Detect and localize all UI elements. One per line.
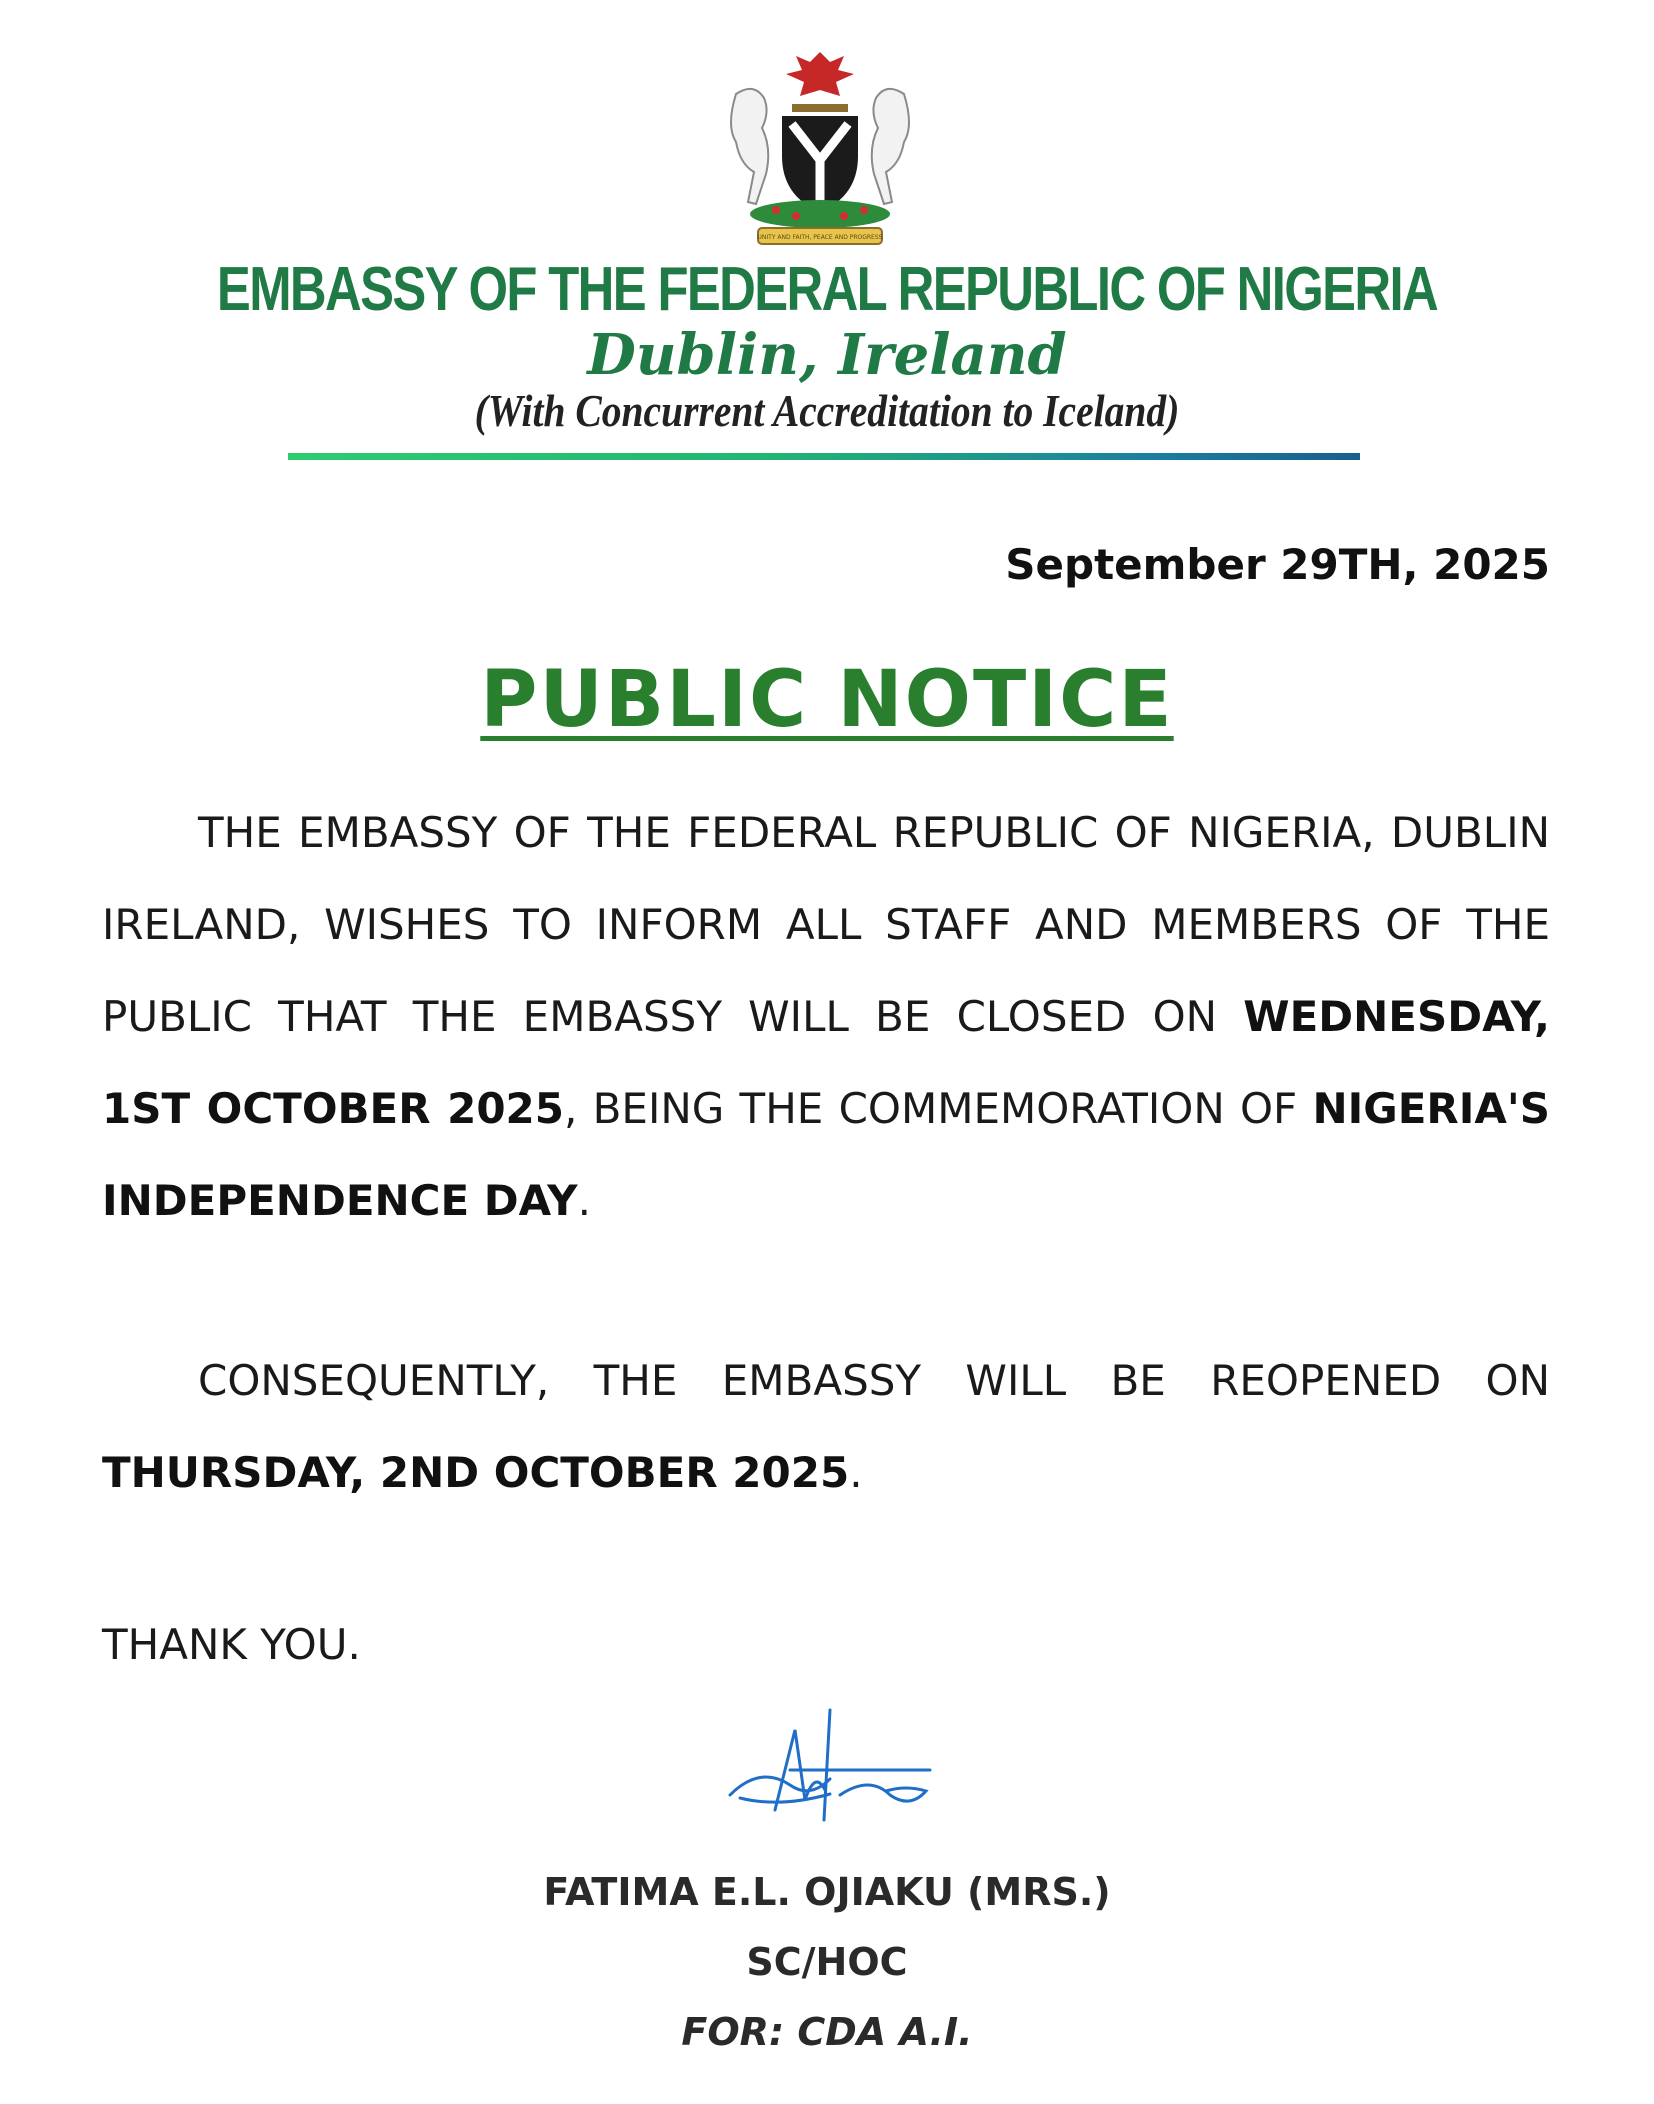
embassy-name: EMBASSY OF THE FEDERAL REPUBLIC OF NIGERIA [216, 255, 1438, 324]
handwritten-signature-icon [720, 1700, 940, 1840]
crest-motto: UNITY AND FAITH, PEACE AND PROGRESS [757, 234, 883, 241]
notice-title: PUBLIC NOTICE [480, 655, 1174, 745]
nigeria-coat-of-arms-icon [700, 44, 940, 254]
signatory-for: FOR: CDA A.I. [681, 2010, 973, 2054]
embassy-accreditation: (With Concurrent Accreditation to Iceland) [474, 385, 1180, 436]
signatory-name: FATIMA E.L. OJIAKU (MRS.) [543, 1870, 1111, 1914]
p1-text-3: . [577, 1176, 591, 1225]
notice-title-wrap [0, 655, 1654, 745]
reopening-date: THURSDAY, 2ND OCTOBER 2025 [102, 1448, 850, 1497]
closure-date: WEDNESDAY, 1ST OCTOBER 2025 [102, 992, 1550, 1133]
notice-date: September 29TH, 2025 [1005, 540, 1550, 589]
letterhead-divider [288, 453, 1360, 460]
embassy-city: Dublin, Ireland [587, 322, 1067, 388]
holiday-name: NIGERIA'S INDEPENDENCE DAY [102, 1084, 1550, 1225]
notice-paragraph-reopening [102, 1335, 1550, 1519]
p2-text-2: . [849, 1448, 863, 1497]
notice-paragraph-closure [102, 787, 1550, 1247]
p1-text-1: THE EMBASSY OF THE FEDERAL REPUBLIC OF NIGERIA, DUBLIN IRELAND, WISHES TO INFORM ALL STAFF AND MEMBERS OF THE PUBLIC THAT THE EMBASSY WILL BE CLOSED ON [102, 808, 1550, 1041]
p1-text-2: , BEING THE COMMEMORATION OF [564, 1084, 1313, 1133]
p2-text-1: CONSEQUENTLY, THE EMBASSY WILL BE REOPENED ON [198, 1356, 1550, 1405]
closing-thanks: THANK YOU. [102, 1620, 361, 1669]
signatory-title: SC/HOC [746, 1940, 908, 1984]
